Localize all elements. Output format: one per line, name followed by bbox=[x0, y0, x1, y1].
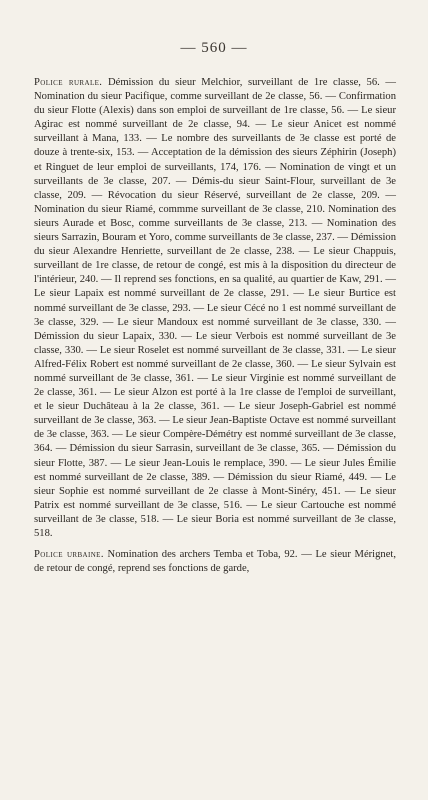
index-body bbox=[34, 76, 396, 583]
entry-text: Démission du sieur Melchior, surveillant de 1re classe, 56. — Nomination du sieur Pacifique, comme surveillant de 2e classe, 56. — Confirmation du sieur Flotte (Alexis) dans son emploi de surveillant de 1re classe, 56. — Le sieur Agirac est nommé surveillant de 2e classe, 94. — Le sieur Anicet est nommé surveillant à Mana, 133. — Le nombre des surveillants de 3e classe est porté de douze à trente-six, 153. — Acceptation de la démission des sieurs Zéphirin (Joseph) et Ringuet de leur emploi de surveillants, 174, 176. — Nomination de vingt et un surveillants de 3e classe, 207. — Démis-du sieur Saint-Flour, surveillant de 3e classe, 209. — Révocation du sieur Réservé, surveillant de 2e classe, 209. — Nomination du sieur Riamé, commme surveillant de 3e classe, 210. Nomination des sieurs Aurade et Bosc, comme surveillants de 3e classe, 213. — Nomination des sieurs Sarrazin, Bouram et Yoro, comme surveillants de 3e classe, 237. — Démission du sieur Alexandre Henriette, surveillant de 2e classe, 238. — Le sieur Chappuis, surveillant de 1re classe, de retour de congé, est mis à la disposition du directeur de l'intérieur, 240. — Il reprend ses fonctions, en sa qualité, au quartier de Kaw, 291. — Le sieur Lapaix est nommé surveillant de 2e classe, 291. — Le sieur Burtice est nommé surveillant de 3e classe, 293. — Le sieur Cécé no 1 est nommé surveillant de 3e classe, 329. — Le sieur Mandoux est nommé surveillant de 3e classe, 330. — Démission du sieur Lapaix, 330. — Le sieur Verbois est nommé surveillant de 3e classe, 330. — Le sieur Roselet est nommé surveillant de 3e classe, 331. — Le sieur Alfred-Félix Robert est nommé surveillant de 2e classe, 360. — Le sieur Sylvain est nommé surveillant de 3e classe, 361. — Le sieur Virginie est nommé surveillant de 2e classe, 361. — Le sieur Alzon est porté à la 1re classe de l'emploi de surveillant, et le sieur Duchâteau à la 2e classe, 361. — Le sieur Joseph-Gabriel est nommé surveillant de 3e classe, 363. — Le sieur Jean-Baptiste Octave est nommé surveillant de 3e classe, 363. — Le sieur Compère-Démétry est nommé surveillant de 3e classe, 364. — Démission du sieur Sarrasin, surveillant de 3e classe, 365. — Démission du sieur Flotte, 387. — Le sieur Jean-Louis le remplace, 390. — Le sieur Jules Émilie est nommé surveillant de 2e classe, 389. — Démission du sieur Riamé, 449. — Le sieur Sophie est nommé surveillant de 2e classe à Mont-Sinéry, 451. — Le sieur Patrix est nommé surveillant de 3e classe, 516. — Le sieur Cartouche est nommé surveillant de 3e classe, 518. — Le sieur Boria est nommé surveillant de 3e classe, 518. bbox=[34, 77, 396, 539]
entry-police-urbaine bbox=[34, 548, 396, 576]
entry-heading: Police urbaine. bbox=[34, 549, 104, 561]
entry-police-rurale bbox=[34, 76, 396, 541]
page-number: — 560 — bbox=[180, 40, 248, 56]
entry-heading: Police rurale. bbox=[34, 77, 103, 88]
entry-text: Nomination des archers Temba et Toba, 92. — Le sieur Mérignet, de retour de congé, reprend ses fonctions de garde, bbox=[34, 549, 397, 575]
